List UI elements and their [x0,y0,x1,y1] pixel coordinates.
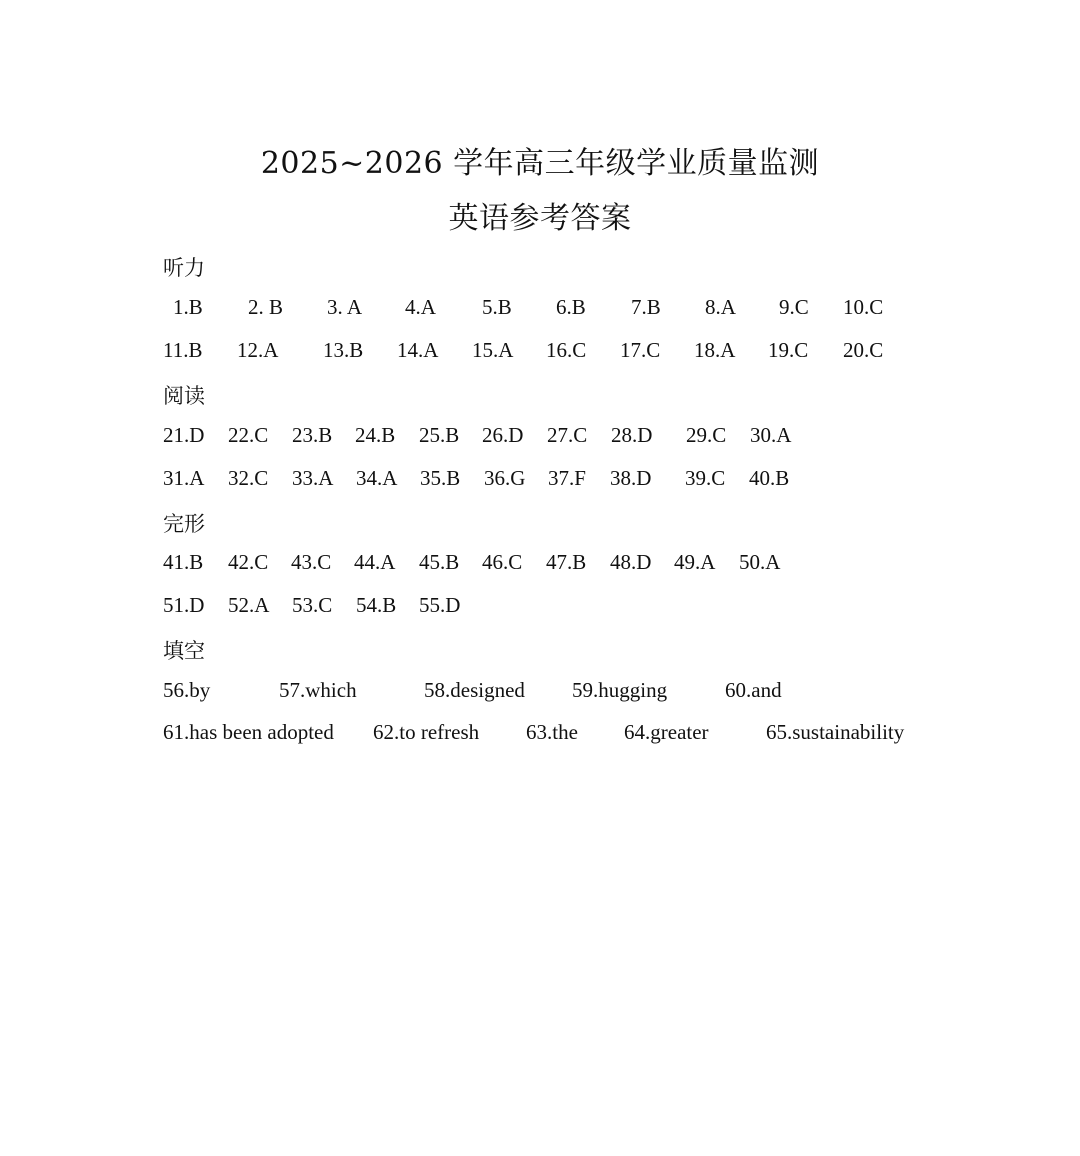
answer-row-listening-2 [0,338,1080,368]
answer-item: 63.the [526,720,578,744]
answer-item: 29.C [686,423,727,447]
answer-item: 9.C [779,295,809,319]
answer-row-listening-1 [0,295,1080,325]
answer-item: 10.C [843,295,884,319]
answer-item: 46.C [482,550,523,574]
answer-item: 38.D [610,466,652,490]
answer-item: 48.D [610,550,652,574]
answer-item: 19.C [768,338,809,362]
answer-item: 54.B [356,593,397,617]
answer-item: 58.designed [424,678,525,702]
answer-item: 2. B [248,295,284,319]
answer-item: 51.D [163,593,205,617]
section-label-cloze: 完形 [163,512,205,536]
answer-item: 43.C [291,550,332,574]
answer-item: 15.A [472,338,514,362]
answer-item: 3. A [327,295,363,319]
answer-item: 6.B [556,295,586,319]
answer-item: 61.has been adopted [163,720,334,744]
answer-item: 32.C [228,466,269,490]
answer-item: 8.A [705,295,736,319]
answer-item: 7.B [631,295,661,319]
answer-item: 20.C [843,338,884,362]
answer-item: 59.hugging [572,678,668,702]
answer-item: 55.D [419,593,461,617]
answer-item: 65.sustainability [766,720,905,744]
answer-item: 14.A [397,338,439,362]
answer-row-fill-2 [0,720,1080,750]
answer-item: 44.A [354,550,396,574]
answer-item: 50.A [739,550,781,574]
answer-item: 28.D [611,423,653,447]
answer-item: 23.B [292,423,333,447]
answer-item: 12.A [237,338,279,362]
answer-item: 62.to refresh [373,720,480,744]
answer-row-cloze-2 [0,593,1080,623]
document-subtitle: 英语参考答案 [448,201,632,236]
answer-item: 60.and [725,678,782,702]
answer-item: 37.F [548,466,586,490]
answer-item: 16.C [546,338,587,362]
answer-item: 53.C [292,593,333,617]
answer-item: 41.B [163,550,204,574]
answer-row-fill-1 [0,678,1080,708]
answer-item: 31.A [163,466,205,490]
answer-item: 52.A [228,593,270,617]
answer-item: 21.D [163,423,205,447]
section-label-fill: 填空 [163,639,205,663]
answer-row-reading-1 [0,423,1080,453]
answer-item: 27.C [547,423,588,447]
answer-item: 33.A [292,466,334,490]
answer-item: 1.B [173,295,203,319]
answer-item: 30.A [750,423,792,447]
answer-item: 34.A [356,466,398,490]
answer-item: 57.which [279,678,357,702]
answer-item: 17.C [620,338,661,362]
section-label-listening: 听力 [163,256,205,280]
answer-item: 25.B [419,423,460,447]
answer-item: 42.C [228,550,269,574]
answer-row-reading-2 [0,466,1080,496]
answer-item: 36.G [484,466,526,490]
section-label-reading: 阅读 [163,384,205,408]
answer-item: 24.B [355,423,396,447]
answer-item: 56.by [163,678,211,702]
answer-item: 26.D [482,423,524,447]
answer-item: 49.A [674,550,716,574]
answer-item: 11.B [163,338,203,362]
answer-item: 64.greater [624,720,709,744]
answer-row-cloze-1 [0,550,1080,580]
document-title: 2025~2026 学年高三年级学业质量监测 [260,146,820,181]
answer-item: 39.C [685,466,726,490]
answer-item: 18.A [694,338,736,362]
answer-item: 22.C [228,423,269,447]
answer-item: 4.A [405,295,436,319]
answer-item: 47.B [546,550,587,574]
answer-item: 5.B [482,295,512,319]
answer-item: 40.B [749,466,790,490]
answer-item: 35.B [420,466,461,490]
answer-item: 13.B [323,338,364,362]
answer-item: 45.B [419,550,460,574]
